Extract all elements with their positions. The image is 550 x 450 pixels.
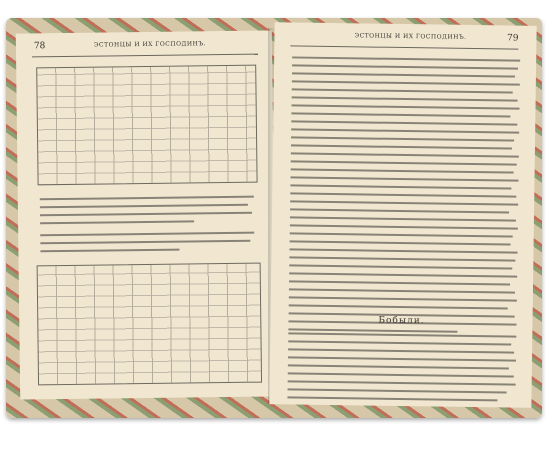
body-text (287, 332, 516, 407)
left-page (16, 30, 276, 399)
running-title: ЭСТОНЦЫ И ИХ ГОСПОДИНЪ. (93, 40, 207, 49)
right-page (269, 22, 536, 408)
page-number: 79 (506, 33, 519, 44)
body-text (40, 196, 255, 259)
table-grid (37, 66, 256, 185)
upper-table (36, 65, 257, 186)
page-number: 78 (33, 41, 46, 52)
table-grid (38, 264, 261, 385)
body-text (288, 56, 520, 339)
header-rule (290, 45, 518, 49)
section-heading: Бобыли. (378, 315, 425, 327)
open-book (6, 18, 542, 418)
header-rule (32, 54, 258, 58)
running-title: ЭСТОНЦЫ И ИХ ГОСПОДИНЪ. (354, 32, 467, 41)
lower-table (37, 263, 262, 386)
